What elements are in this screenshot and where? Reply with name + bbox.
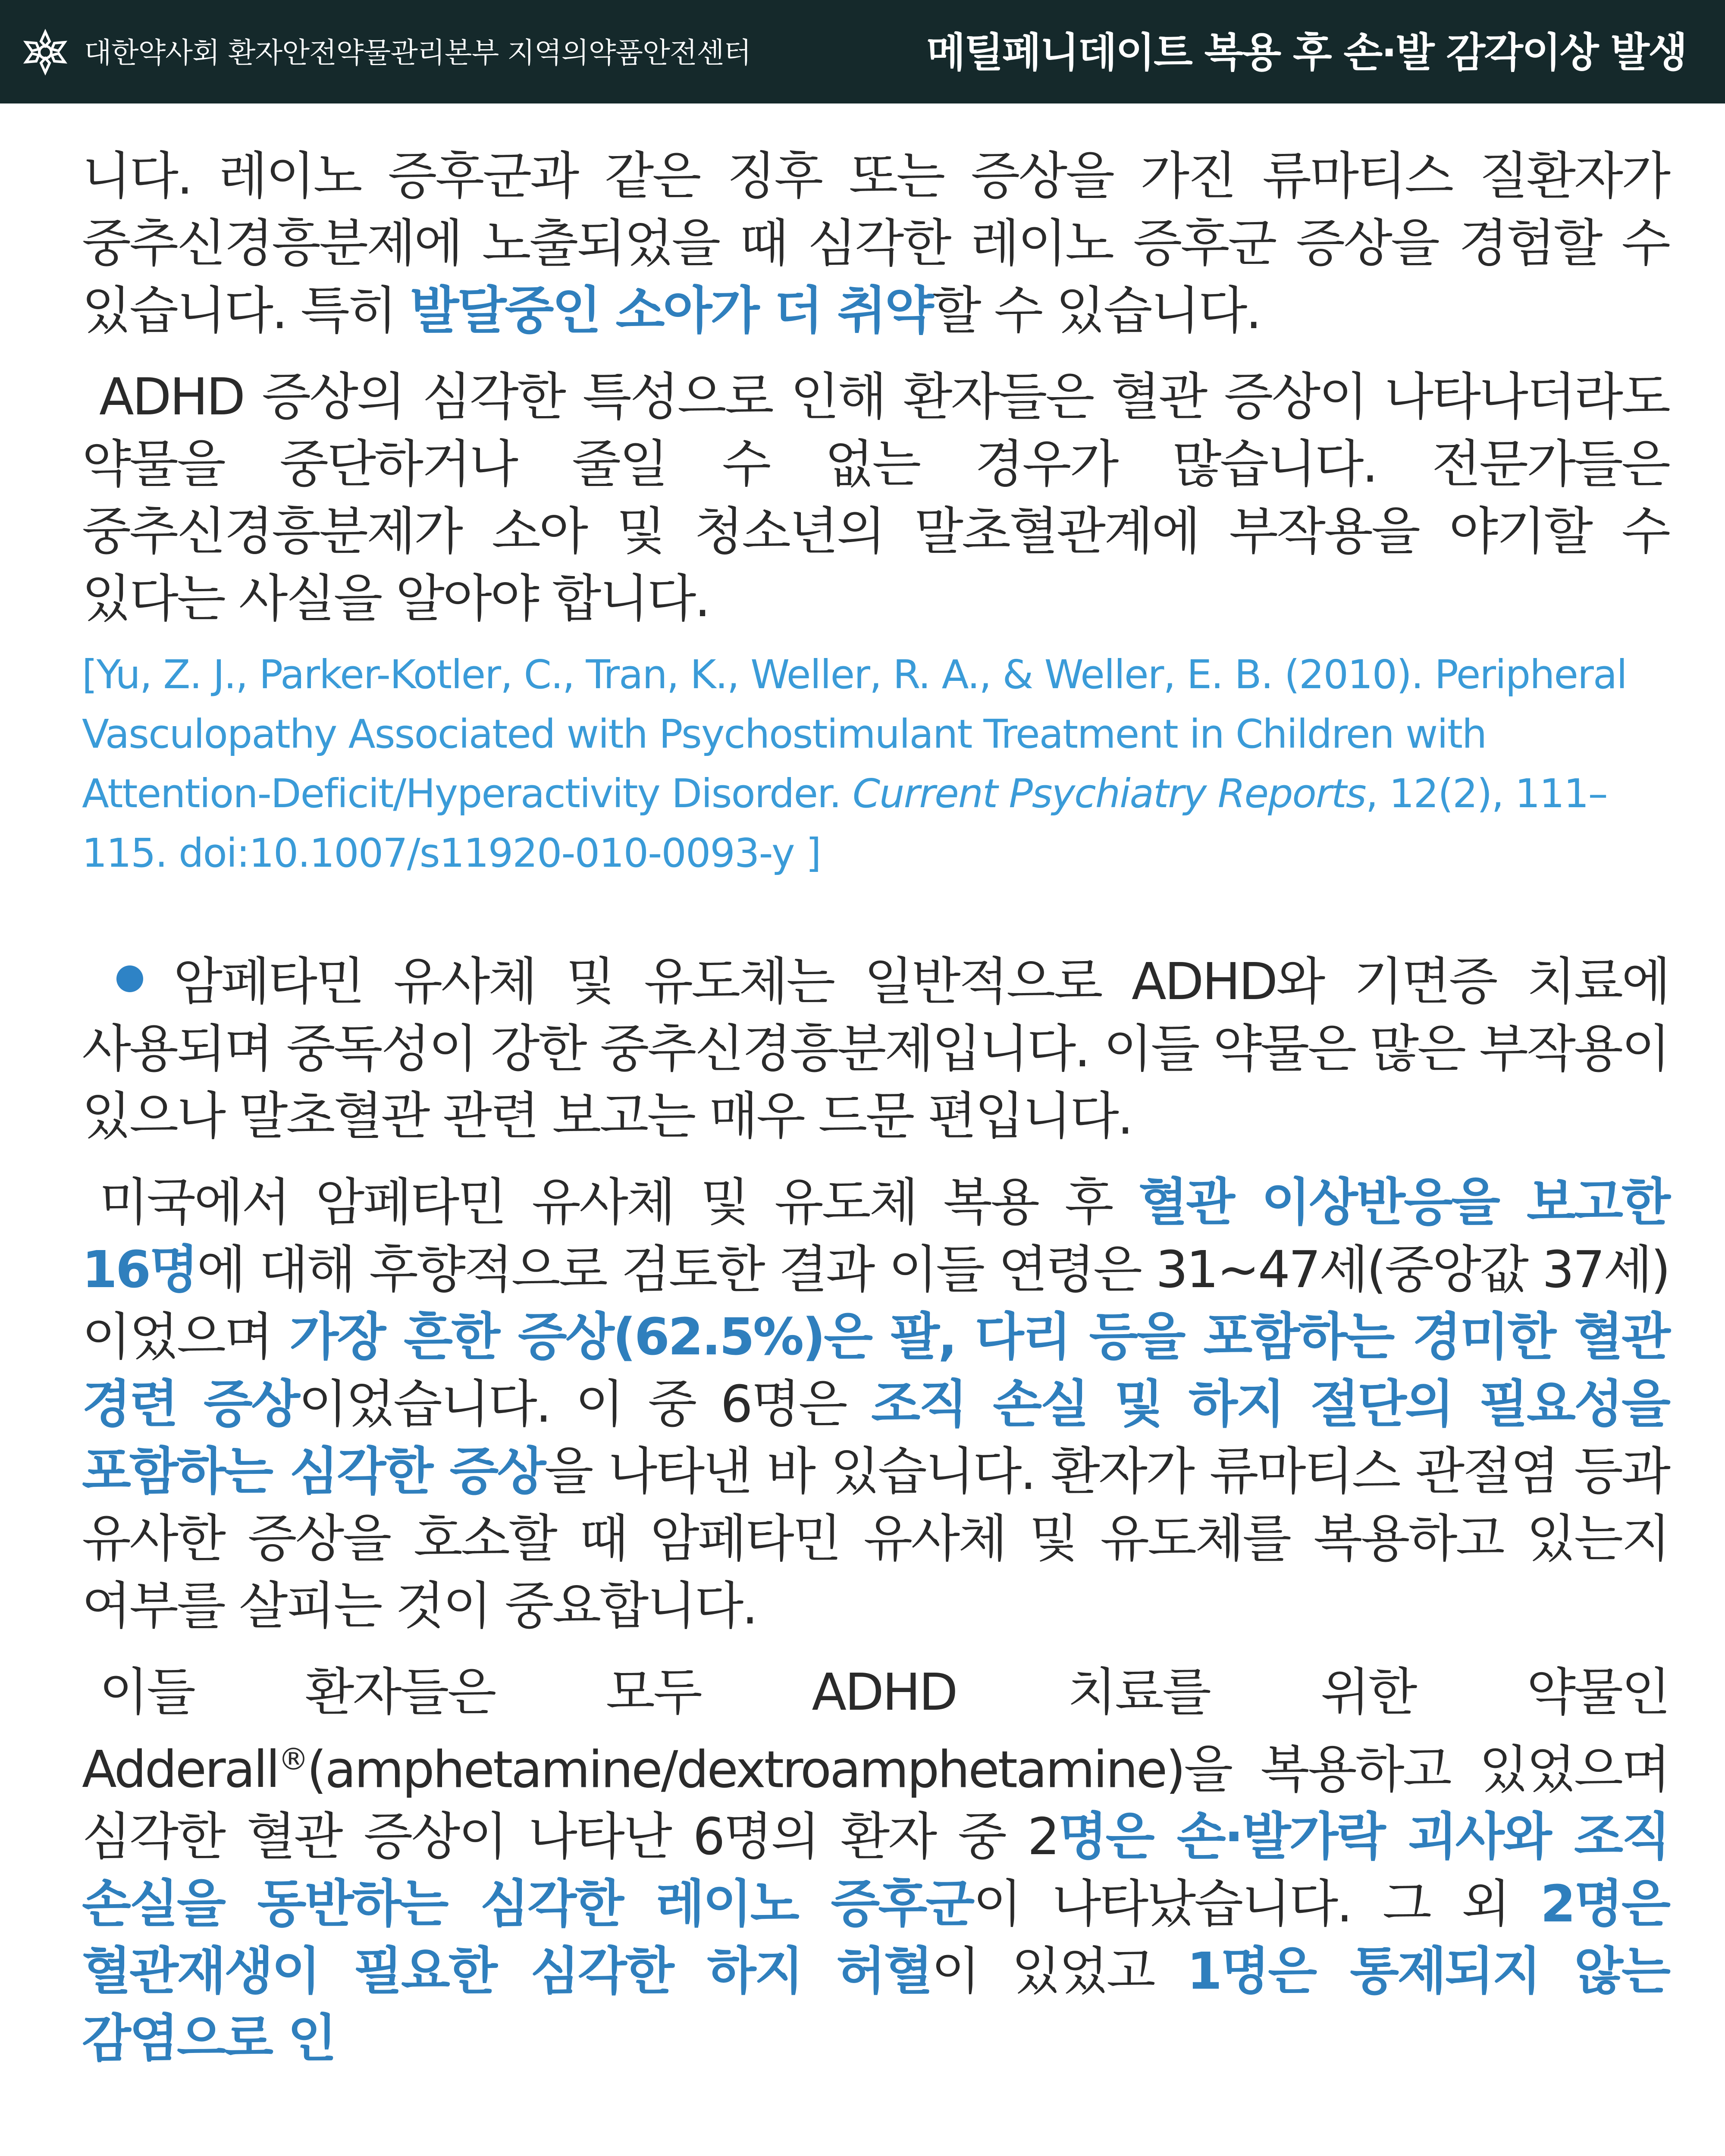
highlight-limb-ischemia: 2명은 혈관재생이 필요한 심각한 하지 허혈 [82, 1874, 1669, 2001]
highlight-infection: 1명은 통제되지 않는 감염으로 인 [82, 1941, 1669, 2068]
registered-mark: ® [278, 1742, 307, 1777]
paragraph-raynaud-risk: 니다. 레이노 증후군과 같은 징후 또는 증상을 가진 류마티스 질환자가 중추신경흥분제에 노출되었을 때 심각한 레이노 증후군 증상을 경험할 수 있습니다. 특히 발달중인 소아가 더 취약할 수 있습니다. [82, 146, 1669, 340]
paragraph-adhd-continuation: ADHD 증상의 심각한 특성으로 인해 환자들은 혈관 증상이 나타나더라도 약물을 중단하거나 줄일 수 없는 경우가 많습니다. 전문가들은 중추신경흥분제가 소아 및 청소년의 말초혈관계에 부작용을 야기할 수 있다는 사실을 알아야 합니다. [82, 367, 1669, 628]
paragraph-us-case-review: 미국에서 암페타민 유사체 및 유도체 복용 후 혈관 이상반응을 보고한 16명에 대해 후향적으로 검토한 결과 이들 연령은 31~47세(중앙값 37세)이었으며 가장 흔한 증상(62.5%)은 팔, 다리 등을 포함하는 경미한 혈관 경련 증상이었습니다. 이 중 6명은 조직 손실 및 하지 절단의 필요성을 포함하는 심각한 증상을 나타낸 바 있습니다. 환자가 류마티스 관절염 등과 유사한 증상을 호소할 때 암페타민 유사체 및 유도체를 복용하고 있는지 여부를 살피는 것이 중요합니다. [82, 1172, 1669, 1636]
journal-title: Current Psychiatry Reports [852, 771, 1366, 817]
kpa-emblem-icon [22, 28, 69, 76]
document-topic: 메틸페니데이트 복용 후 손·발 감각이상 발생 [926, 29, 1686, 76]
bullet-dot-icon [116, 965, 143, 992]
highlight-children-vulnerable: 발달중인 소아가 더 취약 [410, 281, 932, 340]
highlight-raynaud-necrosis: 명은 손·발가락 괴사와 조직 손실을 동반하는 심각한 레이노 증후군 [82, 1807, 1669, 1934]
citation-reference: [Yu, Z. J., Parker-Kotler, C., Tran, K., Weller, R. A., & Weller, E. B. (2010). Peripheral Vasculopathy Associated with Psychostimulant Treatment in Children with Attention-Deficit/Hyperactivity Disorder. Current Psychiatry Reports, 12(2), 111–115. doi:10.1007/s11920-010-0093-y ] [82, 652, 1627, 876]
highlight-severe-symptom: 조직 손실 및 하지 절단의 필요성을 포함하는 심각한 증상 [82, 1374, 1669, 1501]
highlight-16-cases: 혈관 이상반응을 보고한 16명 [82, 1172, 1669, 1299]
highlight-common-symptom: 가장 흔한 증상(62.5%)은 팔, 다리 등을 포함하는 경미한 혈관 경련 증상 [82, 1307, 1669, 1434]
paragraph-amphetamine-overview: 암페타민 유사체 및 유도체는 일반적으로 ADHD와 기면증 치료에 사용되며 중독성이 강한 중추신경흥분제입니다. 이들 약물은 많은 부작용이 있으나 말초혈관 관련 보고는 매우 드문 편입니다. [82, 952, 1669, 1146]
organization-name: 대한약사회 환자안전약물관리본부 지역의약품안전센터 [84, 36, 751, 69]
paragraph-adderall-outcomes: 이들 환자들은 모두 ADHD 치료를 위한 약물인 Adderall®(amphetamine/dextroamphetamine)을 복용하고 있었으며 심각한 혈관 증상이 나타난 6명의 환자 중 2명은 손·발가락 괴사와 조직 손실을 동반하는 심각한 레이노 증후군이 나타났습니다. 그 외 2명은 혈관재생이 필요한 심각한 하지 허혈이 있었고 1명은 통제되지 않는 감염으로 인 [82, 1662, 1669, 2068]
page-header [0, 0, 1725, 103]
document-body [82, 142, 1669, 2072]
